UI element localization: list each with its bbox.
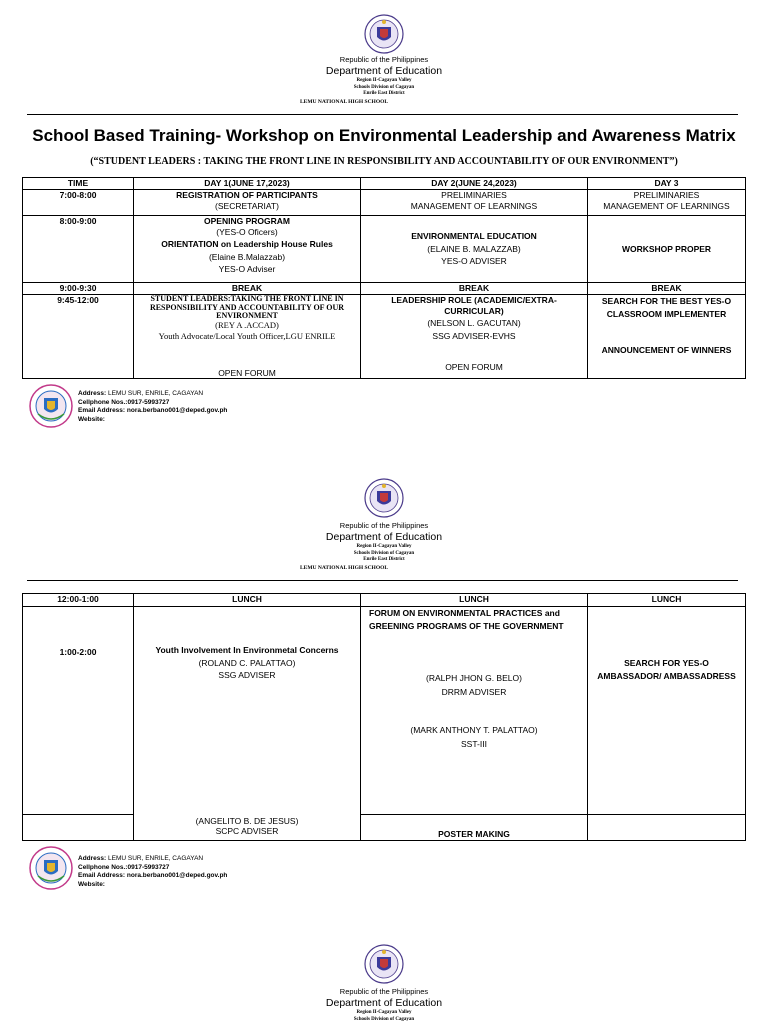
day3-cell <box>588 190 746 216</box>
day3-cell <box>588 295 746 379</box>
phone-value: 0917-5993727 <box>127 398 170 406</box>
deped-seal-icon <box>364 478 404 518</box>
cell-text: SSG ADVISER-EVHS <box>432 330 516 341</box>
header-divider <box>27 114 738 115</box>
day1-cell: LUNCH <box>134 594 361 607</box>
day2-cell: BREAK <box>361 283 588 295</box>
division-text: Schools Division of Cagayan <box>353 1016 415 1022</box>
table-row <box>23 283 746 295</box>
cell-text: SST-III <box>461 739 487 749</box>
cell-text: MANAGEMENT OF LEARNINGS <box>603 200 730 211</box>
deped-seal-icon <box>364 14 404 54</box>
cell-text: (SECRETARIAT) <box>215 200 279 211</box>
phone-label: Cellphone Nos.: <box>78 863 128 871</box>
table-row <box>23 607 746 815</box>
table-row <box>23 815 746 841</box>
region-text: Region II-Cagayan Valley <box>356 78 412 83</box>
header-day3: DAY 3 <box>588 178 746 190</box>
table-row <box>23 594 746 607</box>
address-label: Address: <box>78 855 107 862</box>
header-time: TIME <box>23 178 134 190</box>
email-label: Email Address: <box>78 407 126 414</box>
department-name: Department of Education <box>325 65 443 77</box>
cell-text: (MARK ANTHONY T. PALATTAO) <box>410 725 538 735</box>
district-text: Enrile East District <box>363 557 405 562</box>
day3-cell: SEARCH FOR YES-O AMBASSADOR/ AMBASSADRESS <box>588 607 746 815</box>
cell-text: FORUM ON ENVIRONMENTAL PRACTICES and GREENING PROGRAMS OF THE GOVERNMENT <box>369 608 564 631</box>
day1-cell <box>134 607 361 815</box>
day2-cell <box>361 216 588 283</box>
cell-text: (ANGELITO B. DE JESUS) <box>195 815 299 826</box>
email-label: Email Address: <box>78 872 126 879</box>
school-name: LEMU NATIONAL HIGH SCHOOL <box>300 99 389 105</box>
cell-text: PRELIMINARIES <box>633 190 700 200</box>
header-divider <box>27 580 738 581</box>
email-value: nora.berbano001@deped.gov.ph <box>125 407 228 414</box>
cell-text: LEADERSHIP ROLE (ACADEMIC/EXTRA-CURRICULAR) <box>391 295 557 316</box>
phone-label: Cellphone Nos.: <box>78 398 128 406</box>
day3-cell <box>588 815 746 841</box>
cell-text: (YES-O Oficers) <box>216 226 278 237</box>
republic-text: Republic of the Philippines <box>339 987 429 996</box>
time-cell <box>23 815 134 841</box>
school-name: LEMU NATIONAL HIGH SCHOOL <box>300 565 389 571</box>
republic-text: Republic of the Philippines <box>339 55 429 64</box>
schedule-table-2 <box>22 593 746 841</box>
cell-text: OPEN FORUM <box>445 361 503 372</box>
cell-text: (ELAINE B. MALAZZAB) <box>427 243 521 254</box>
page-subtitle: (“STUDENT LEADERS : TAKING THE FRONT LINE IN RESPONSIBILITY AND ACCOUNTABILITY OF OUR ENVIRONMENT”) <box>90 156 678 167</box>
address-value: LEMU SUR, ENRILE, CAGAYAN <box>106 855 204 862</box>
day2-cell <box>361 607 588 815</box>
cell-text: ORIENTATION on Leadership House Rules <box>161 239 333 249</box>
department-name: Department of Education <box>325 531 443 543</box>
district-text: Enrile East District <box>363 91 405 96</box>
cell-text: REGISTRATION OF PARTICIPANTS <box>176 190 318 200</box>
cell-text: Youth Involvement In Environmetal Concerns <box>155 645 339 655</box>
time-cell: 7:00-8:00 <box>23 190 134 216</box>
day2-cell <box>361 190 588 216</box>
table-row <box>23 295 746 379</box>
region-text: Region II-Cagayan Valley <box>356 544 412 549</box>
cell-text: Youth Advocate/Local Youth Officer,LGU ENRILE <box>158 330 336 341</box>
day1-cell <box>134 815 361 841</box>
address-value: LEMU SUR, ENRILE, CAGAYAN <box>106 390 204 397</box>
time-cell: 9:00-9:30 <box>23 283 134 295</box>
division-text: Schools Division of Cagayan <box>353 84 415 90</box>
cell-text: SCPC ADVISER <box>215 826 279 836</box>
table-row <box>23 216 746 283</box>
cell-text: SEARCH FOR THE BEST YES-O CLASSROOM IMPLEMENTER <box>601 296 732 319</box>
page-title: School Based Training- Workshop on Environmental Leadership and Awareness Matrix <box>32 126 736 145</box>
time-cell: 9:45-12:00 <box>23 295 134 379</box>
day3-cell: LUNCH <box>588 594 746 607</box>
day2-cell: POSTER MAKING <box>361 815 588 841</box>
division-text: Schools Division of Cagayan <box>353 550 415 556</box>
republic-text: Republic of the Philippines <box>339 521 429 530</box>
header-day1: DAY 1(JUNE 17,2023) <box>134 178 361 190</box>
footer-contact <box>78 855 227 889</box>
time-cell: 8:00-9:00 <box>23 216 134 283</box>
cell-text: (NELSON L. GACUTAN) <box>427 318 521 328</box>
day1-cell <box>134 295 361 379</box>
website-label: Website: <box>78 880 105 888</box>
day2-cell <box>361 295 588 379</box>
day1-cell <box>134 216 361 283</box>
website-label: Website: <box>78 415 105 423</box>
cell-text: (ROLAND C. PALATTAO) <box>198 657 296 668</box>
footer-contact <box>78 390 227 424</box>
header-day2: DAY 2(JUNE 24,2023) <box>361 178 588 190</box>
cell-text: ANNOUNCEMENT OF WINNERS <box>601 345 732 355</box>
table-row <box>23 190 746 216</box>
email-value: nora.berbano001@deped.gov.ph <box>125 872 228 879</box>
cell-text: (Elaine B.Malazzab) <box>208 251 286 262</box>
cell-text: YES-O ADVISER <box>441 256 507 267</box>
deped-seal-icon <box>364 944 404 984</box>
cell-text: OPENING PROGRAM <box>204 216 290 226</box>
cell-text: ENVIRONMENTAL EDUCATION <box>411 231 537 242</box>
day2-cell: LUNCH <box>361 594 588 607</box>
region-text: Region II-Cagayan Valley <box>356 1010 412 1015</box>
address-label: Address: <box>78 390 107 397</box>
cell-text: DRRM ADVISER <box>441 687 507 697</box>
day3-cell: BREAK <box>588 283 746 295</box>
cell-text: (RALPH JHON G. BELO) <box>426 673 522 683</box>
cell-text: PRELIMINARIES <box>441 190 507 200</box>
school-logo-icon <box>29 384 73 428</box>
time-cell: 1:00-2:00 <box>23 607 134 815</box>
cell-text: OPEN FORUM <box>218 367 276 378</box>
cell-text: YES-O Adviser <box>218 264 276 274</box>
day3-cell: WORKSHOP PROPER <box>588 216 746 283</box>
department-name: Department of Education <box>325 997 443 1009</box>
cell-text: (REY A .ACCAD) <box>215 319 279 330</box>
school-logo-icon <box>29 846 73 890</box>
cell-text: MANAGEMENT OF LEARNINGS <box>410 200 538 211</box>
time-cell: 12:00-1:00 <box>23 594 134 607</box>
phone-value: 0917-5993727 <box>127 863 170 871</box>
schedule-table-1 <box>22 177 746 379</box>
cell-text: STUDENT LEADERS:TAKING THE FRONT LINE IN RESPONSIBILITY AND ACCOUNTABILITY OF OUR ENVIRONMENT <box>149 294 345 320</box>
day1-cell <box>134 190 361 216</box>
cell-text: SSG ADVISER <box>218 670 276 680</box>
day1-cell: BREAK <box>134 283 361 295</box>
